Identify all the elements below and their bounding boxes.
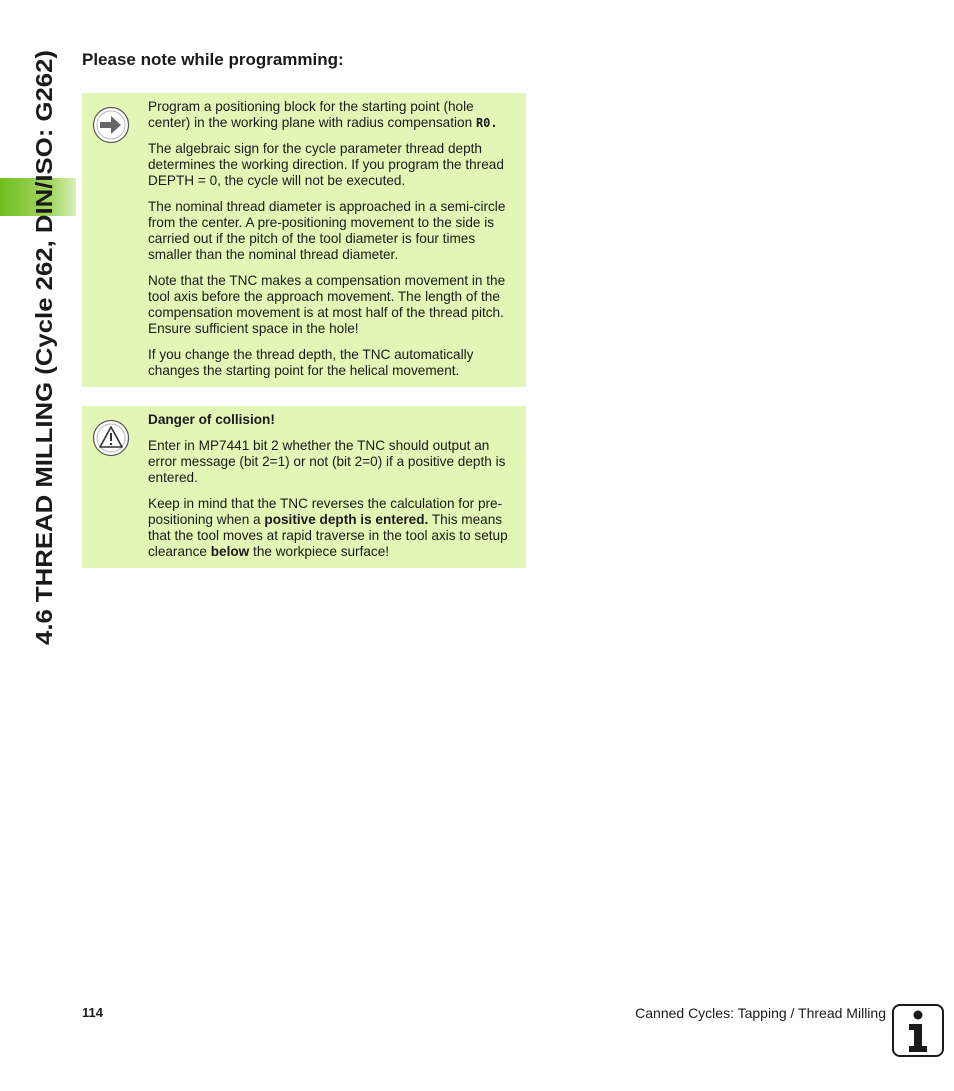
code-r0: R0. (475, 116, 498, 130)
collision-warning-box (82, 406, 526, 568)
warning-title: Danger of collision! (148, 412, 275, 427)
info-icon[interactable] (892, 1004, 944, 1057)
arrow-right-icon (92, 106, 130, 144)
note-paragraph: Enter in MP7441 bit 2 whether the TNC should output an error message (bit 2=1) or not (bit 2=0) if a positive depth is entered. (148, 438, 506, 485)
note-paragraph: If you change the thread depth, the TNC automatically changes the starting point for the helical movement. (148, 347, 474, 378)
note-paragraph: The nominal thread diameter is approached in a semi-circle from the center. A pre-positioning movement to the side is carried out if the pitch of the tool diameter is four times smaller than the nominal thread diameter. (148, 199, 506, 262)
chapter-title: 4.6 THREAD MILLING (Cycle 262, DIN/ISO: G262) (31, 101, 57, 645)
note-paragraph: The algebraic sign for the cycle parameter thread depth determines the working direction. If you program the thread DEPTH = 0, the cycle will not be executed. (148, 141, 504, 188)
note-paragraph: Keep in mind that the TNC reverses the calculation for pre-positioning when a positive depth is entered. This means that the tool moves at rapid traverse in the tool axis to setup clearance below the workpiece surface! (148, 496, 508, 559)
programming-note-box (82, 93, 526, 387)
note-paragraph: Program a positioning block for the starting point (hole center) in the working plane with radius compensation R0. (148, 99, 498, 130)
chapter-title-vertical (10, 40, 70, 650)
page-number: 114 (82, 1005, 103, 1020)
section-heading: Please note while programming: (82, 50, 344, 69)
note-paragraph: Note that the TNC makes a compensation movement in the tool axis before the approach movement. The length of the compensation movement is at most half of the thread pitch. Ensure sufficient space in the hole! (148, 273, 506, 336)
warning-icon (92, 419, 130, 457)
footer-section-title: Canned Cycles: Tapping / Thread Milling (635, 1005, 886, 1021)
